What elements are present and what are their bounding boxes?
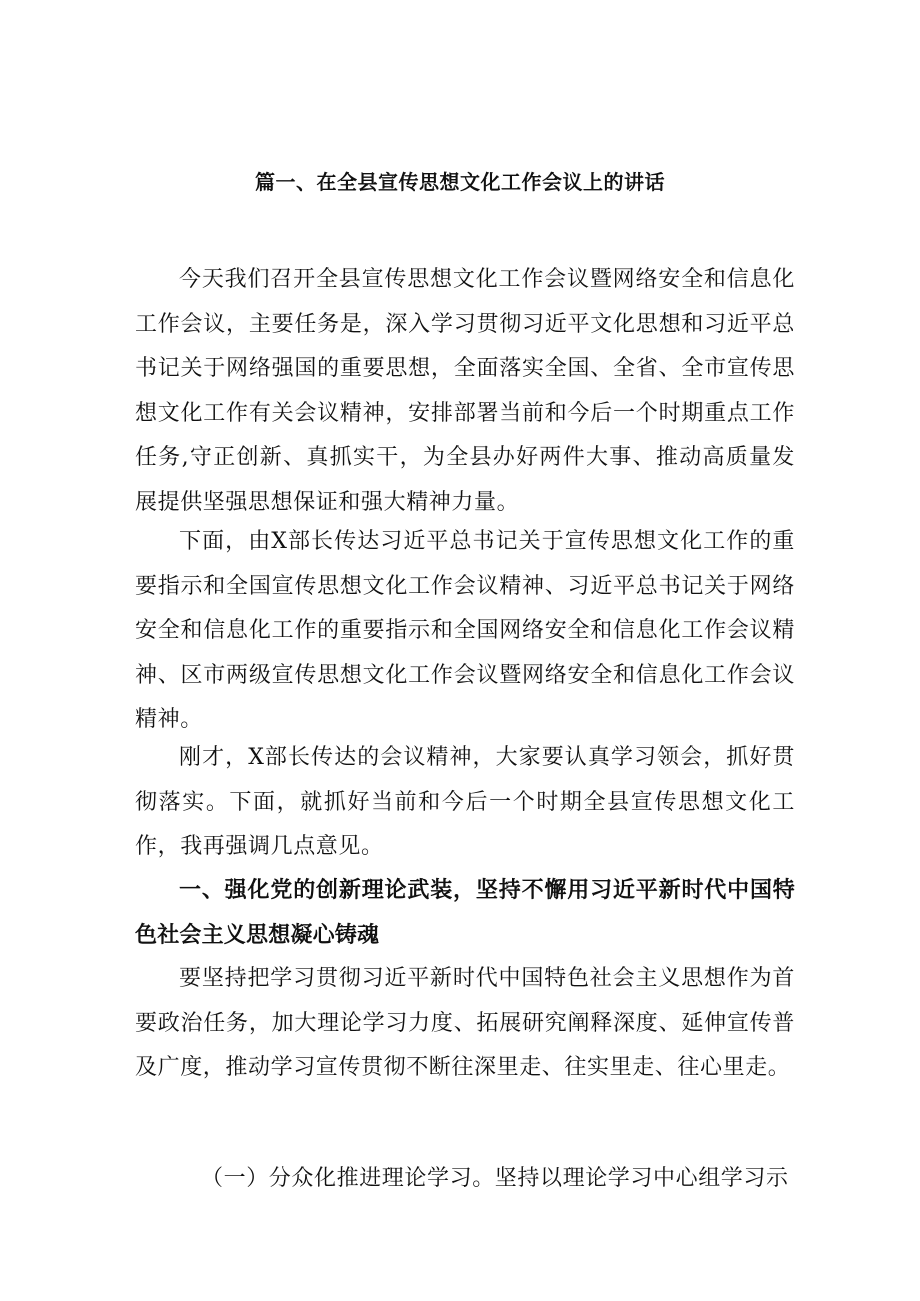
paragraph-transition: 刚才，X部长传达的会议精神，大家要认真学习领会，抓好贯彻落实。下面，就抓好当前和今后一个时期全县宣传思想文化工作，我再强调几点意见。 bbox=[135, 745, 795, 859]
section-heading: 一、强化党的创新理论武装，坚持不懈用习近平新时代中国特色社会主义思想凝心铸魂 bbox=[135, 878, 795, 948]
subsection-paragraph: （一）分众化推进理论学习。坚持以理论学习中心组学习示 bbox=[201, 1166, 789, 1191]
paragraph-opening: 今天我们召开全县宣传思想文化工作会议暨网络安全和信息化工作会议，主要任务是，深入学习贯彻习近平文化思想和习近平总书记关于网络强国的重要思想，全面落实全国、全省、全市宣传思想文化工作有关会议精神，安排部署当前和今后一个时期重点工作任务,守正创新、真抓实干，为全县办好两件大事、推动高质量发展提供坚强思想保证和强大精神力量。 bbox=[135, 267, 795, 515]
document-title: 篇一、在全县宣传思想文化工作会议上的讲话 bbox=[255, 170, 665, 194]
paragraph-transmission: 下面，由X部长传达习近平总书记关于宣传思想文化工作的重要指示和全国宣传思想文化工作会议精神、习近平总书记关于网络安全和信息化工作的重要指示和全国网络安全和信息化工作会议精神、区市两级宣传思想文化工作会议暨网络安全和信息化工作会议精神。 bbox=[135, 529, 795, 732]
section-paragraph: 要坚持把学习贯彻习近平新时代中国特色社会主义思想作为首要政治任务，加大理论学习力度、拓展研究阐释深度、延伸宣传普及广度，推动学习宣传贯彻不断往深里走、往实里走、往心里走。 bbox=[135, 966, 795, 1080]
